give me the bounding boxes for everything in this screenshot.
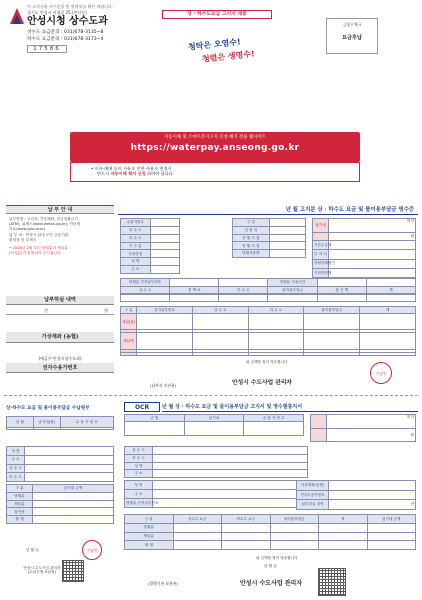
org-name: 안성시청 상수도과 <box>27 16 108 27</box>
postage-box <box>326 18 378 54</box>
ocr-label: OCR <box>124 402 160 412</box>
bill-left-labels: 수용가번호 상 수 도 하 수 도 기 구 분 사용방법 성 명 주 소 <box>120 218 180 274</box>
notice-title: 년 월 상 · 하수도 요금 및 물이용부담금 고지서 및 영수필통지서 <box>162 404 418 412</box>
notice-info-2: 성 명 주 소 당월분 전자납부번호 <box>124 480 308 508</box>
slogan-2: 청렴은 생명수! <box>201 49 256 64</box>
notice-date: 년 월 일 <box>264 564 277 568</box>
water-phone: 상수도 요금문의 : 031)678-3135~8 <box>27 30 104 35</box>
postage-top: 금영우체국 <box>342 22 362 27</box>
notice-header: 년 월 납기내 수 용 가 번 호 <box>124 414 304 436</box>
top-note: 이 고지서의 사무분장 및 연락처를 확인 바랍니다. <box>27 4 114 9</box>
stub-amounts: 구 분 납기내 금액 당월분 체납분 물이용 합 계 <box>6 484 114 524</box>
postage-label: 요금후납 <box>341 34 363 41</box>
online-line: 자동이체 및 스마트문자고지 신청·해지 전용 웹사이트 <box>164 135 266 140</box>
notice-sum-table: 구 분 상수도 요금 하수도 요금 물이용부담금 계 납기내 금액 당월분 체납분 합 계 <box>124 514 416 550</box>
stub-stamp: 수납인 <box>82 540 102 560</box>
guide-panel <box>6 205 114 385</box>
bill-manager: 안성시 수도사업 관리자 <box>232 380 293 386</box>
virtual-sub: (예금주:안성시상수도과) <box>38 356 82 361</box>
bill-title: 년 월 고지분 상 · 하수도 요금 및 물이용부담금 영수증 <box>118 206 418 215</box>
notice-info: 상 수 도 하 수 도 성 명 주 소 <box>124 446 308 478</box>
bill-remark: 위 금액을 정히 영수합니다 <box>246 360 288 364</box>
bill-keep: (납부자 보관용) <box>150 383 177 388</box>
online-notice: • 이사·매매 등의 사유로 인한 사용자 변경시 반드시 자동이체 해지 신청 하여야 합니다. <box>70 162 360 182</box>
stub-qr-icon <box>62 560 84 582</box>
phone-title: 전자수용가번호 <box>6 363 114 373</box>
org-address: 경기도 안성시 시청길 25 (봉산동) <box>27 10 87 15</box>
usage-table: 당월분 전자납부번호 당월분 사용기간 상 수 도 정 액 료 하 수 도 물이용부담금 장 신 액 계 <box>120 278 416 294</box>
paid-title: 납부하실 내역 <box>6 296 114 305</box>
notice-remark: 위 금액을 정히 영수합니다 <box>256 556 298 560</box>
paid-row: 건 원 <box>6 306 114 315</box>
bill-mid-labels: 구 경 검 침 일 전 월 지 침 당 월 지 침 당월사용량 <box>232 218 306 258</box>
notice-right: 미지 원 <box>310 414 416 442</box>
online-banner <box>70 132 360 162</box>
usage-blank-row <box>120 294 416 302</box>
anseong-logo-icon <box>8 6 26 26</box>
cut-line <box>4 395 418 396</box>
notice-manager: 안성시 수도사업 관리자 <box>240 580 303 587</box>
postal-code: 17586 <box>27 45 67 53</box>
sewer-phone: 하수도 요금문의 : 031)678-3173~4 <box>27 37 104 42</box>
stub-date: 년 월 일 <box>26 548 39 552</box>
notice-keep: (발행기관 보관용) <box>148 581 178 586</box>
guide-text: 납부방법 : 고지서, 가상계좌, 현금입출금기 (ATM), 위택스(www.wetax.go.kr), 인터넷 지로(www.giro.or.kr) 납 부 처 : 안성시 관내 모든 금융기관, 편의점 및 우체국 • 2018년 2월 부터 당월분과 체납분 (독촉분)이 통합되어 고지됩니다. <box>9 217 81 256</box>
guide-title: 납 부 안 내 <box>6 205 114 214</box>
online-url[interactable]: https://waterpay.anseong.go.kr <box>130 142 300 153</box>
bill-right-box: 납기내 미지 원 기본수금계 다 자 녀 지원이체할인 기타감면액 <box>312 218 416 278</box>
notice-qr-icon <box>318 568 346 596</box>
slogan-1: 청탁은 오염수! <box>187 37 242 52</box>
reissue-tag: 상 · 하수도요금 고지서 재중 <box>162 10 272 19</box>
stub-title: 상·하수도 요금 및 물이용부담금 수납원부 <box>6 406 90 411</box>
bill-detail-table: 구 분 전자납부번호 상 수 도 하 수 도 물이용부담금 계 체납(분) 체납액 <box>120 306 416 356</box>
virtual-title: 가상계좌 (농협) <box>6 332 114 343</box>
stub-info: 성 명 주 소 상 수 도 하 수 도 <box>6 446 114 482</box>
stub-header: 년 월 납기내(원) 수 용 가 번 호 <box>6 416 114 430</box>
bill-stamp: 수납인 <box>370 362 392 384</box>
stub-bank-note: 안성시 수도사업 관리자 (수납은행 보관용) <box>23 566 61 575</box>
notice-right-info: 가상계좌(농협) 전자수용가번호 납부하실 내역 건 <box>296 480 416 510</box>
